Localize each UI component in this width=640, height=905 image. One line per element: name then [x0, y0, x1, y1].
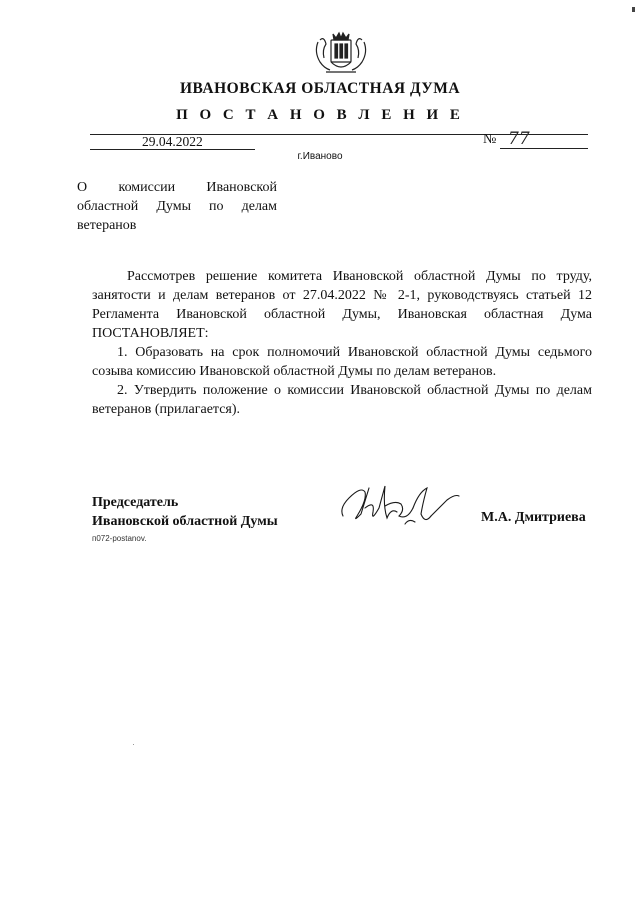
document-number: 77	[508, 129, 530, 149]
city: г.Иваново	[297, 151, 343, 162]
coat-of-arms-icon	[312, 28, 370, 76]
document-subject: О комиссии Ивановской областной Думы по делам ветеранов	[77, 180, 277, 233]
number-underline	[500, 148, 588, 149]
signer-title-line2: Ивановской областной Думы	[92, 514, 278, 529]
paragraph-item-2: 2. Утвердить положение о комиссии Ивановской областной Думы по делам ветеранов (прилагается).	[92, 383, 592, 417]
number-sign: №	[483, 132, 497, 147]
organization-name: ИВАНОВСКАЯ ОБЛАСТНАЯ ДУМА	[179, 80, 461, 97]
handwritten-signature-icon	[335, 478, 465, 533]
paragraph-item-1: 1. Образовать на срок полномочий Ивановской областной Думы седьмого созыва комиссию Ивановской областной Думы по делам ветеранов.	[92, 345, 592, 379]
signer-title-line1: Председатель	[92, 495, 179, 510]
date-underline	[90, 149, 255, 150]
scan-mark	[632, 7, 635, 12]
signer-title	[92, 493, 278, 531]
signer-name: М.А. Дмитриева	[481, 510, 586, 525]
document-type: П О С Т А Н О В Л Е Н И Е	[176, 107, 464, 123]
document-body	[92, 267, 592, 419]
file-reference: п072-postanov.	[92, 534, 147, 543]
document-date: 29.04.2022	[142, 134, 203, 149]
scan-speck	[133, 744, 134, 745]
paragraph-preamble: Рассмотрев решение комитета Ивановской областной Думы по труду, занятости и делам ветеранов от 27.04.2022 № 2-1, руководствуясь статьей 12 Регламента Ивановской областной Думы, Ивановская областная Дума ПОСТАНОВЛЯЕТ:	[92, 269, 592, 341]
